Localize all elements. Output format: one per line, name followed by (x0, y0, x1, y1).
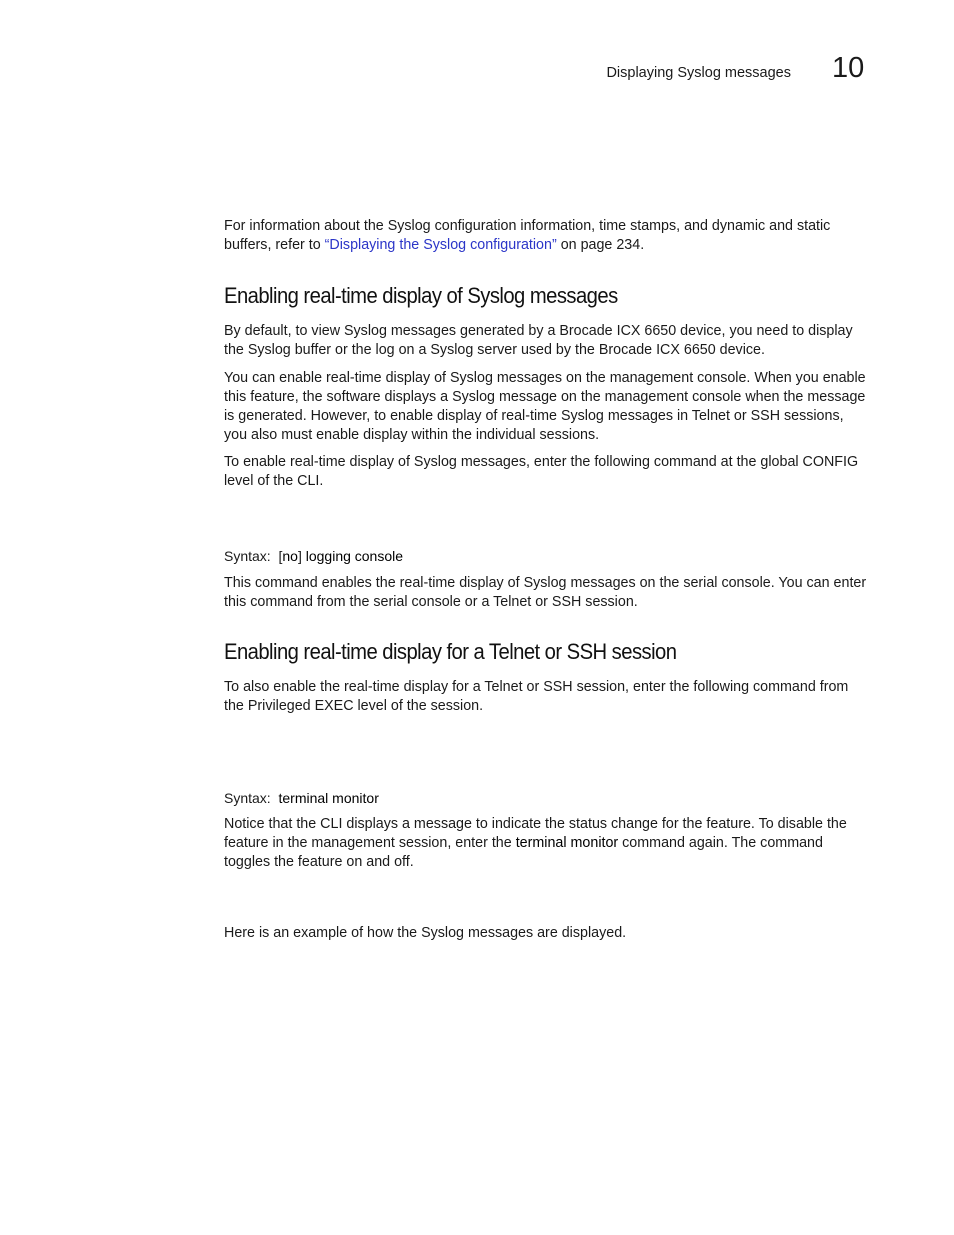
paragraph-text: Here is an example of how the Syslog messages are displayed. (224, 925, 627, 941)
inline-command: terminal monitor (515, 835, 619, 851)
syntax-command: logging console (305, 548, 404, 564)
paragraph-example (224, 924, 870, 943)
intro-paragraph (224, 217, 870, 255)
paragraph-text: This command enables the real-time display of Syslog messages on the serial console. You can enter this command from the serial console or a Telnet or SSH session. (224, 575, 867, 610)
heading-text: Enabling real-time display of Syslog messages (224, 283, 618, 308)
running-header-title: Displaying Syslog messages (606, 65, 791, 81)
syntax-command: terminal monitor (278, 790, 379, 806)
paragraph-telnet-enable (224, 678, 870, 716)
intro-page-ref: on page 234. (556, 237, 645, 253)
syntax-label: Syntax: (224, 548, 271, 564)
syntax-terminal-monitor (224, 789, 870, 807)
paragraph-text: To enable real-time display of Syslog messages, enter the following command at the global CONFIG level of the CLI. (224, 454, 859, 489)
heading-text: Enabling real-time display for a Telnet or SSH session (224, 639, 677, 664)
paragraph-enable-console (224, 369, 870, 445)
intro-text: For information about the Syslog configuration information, time stamps, and dynamic and static buffers, refer to (224, 218, 831, 253)
paragraph-toggle (224, 815, 870, 872)
syntax-logging-console (224, 547, 870, 565)
syntax-no-keyword: no (282, 548, 298, 564)
syntax-bracket-close: ] (297, 548, 302, 564)
paragraph-text-end: command again. The command toggles the feature on and off. (224, 835, 823, 870)
paragraph-text: You can enable real-time display of Syslog messages on the management console. When you enable this feature, the software displays a Syslog message on the management console when the message is generated. However, to enable display of real-time Syslog messages in Telnet or SSH sessions, you also must enable display within the individual sessions. (224, 370, 866, 443)
section-heading-syslog-display (224, 283, 870, 309)
syntax-label: Syntax: (224, 790, 271, 806)
paragraph-text: To also enable the real-time display for a Telnet or SSH session, enter the following command from the Privileged EXEC level of the session. (224, 679, 849, 714)
paragraph-command-effect (224, 574, 870, 612)
syslog-configuration-link[interactable]: “Displaying the Syslog configuration” (324, 237, 557, 253)
section-heading-telnet-ssh (224, 639, 870, 665)
paragraph-enable-command (224, 453, 870, 491)
paragraph-text: By default, to view Syslog messages generated by a Brocade ICX 6650 device, you need to display the Syslog buffer or the log on a Syslog server used by the Brocade ICX 6650 device. (224, 323, 853, 358)
paragraph-default-view (224, 322, 870, 360)
chapter-number: 10 (832, 52, 865, 84)
syntax-bracket-open: [ (278, 548, 283, 564)
paragraph-text: Notice that the CLI displays a message to indicate the status change for the feature. To disable the feature in the management session, enter the (224, 816, 847, 851)
